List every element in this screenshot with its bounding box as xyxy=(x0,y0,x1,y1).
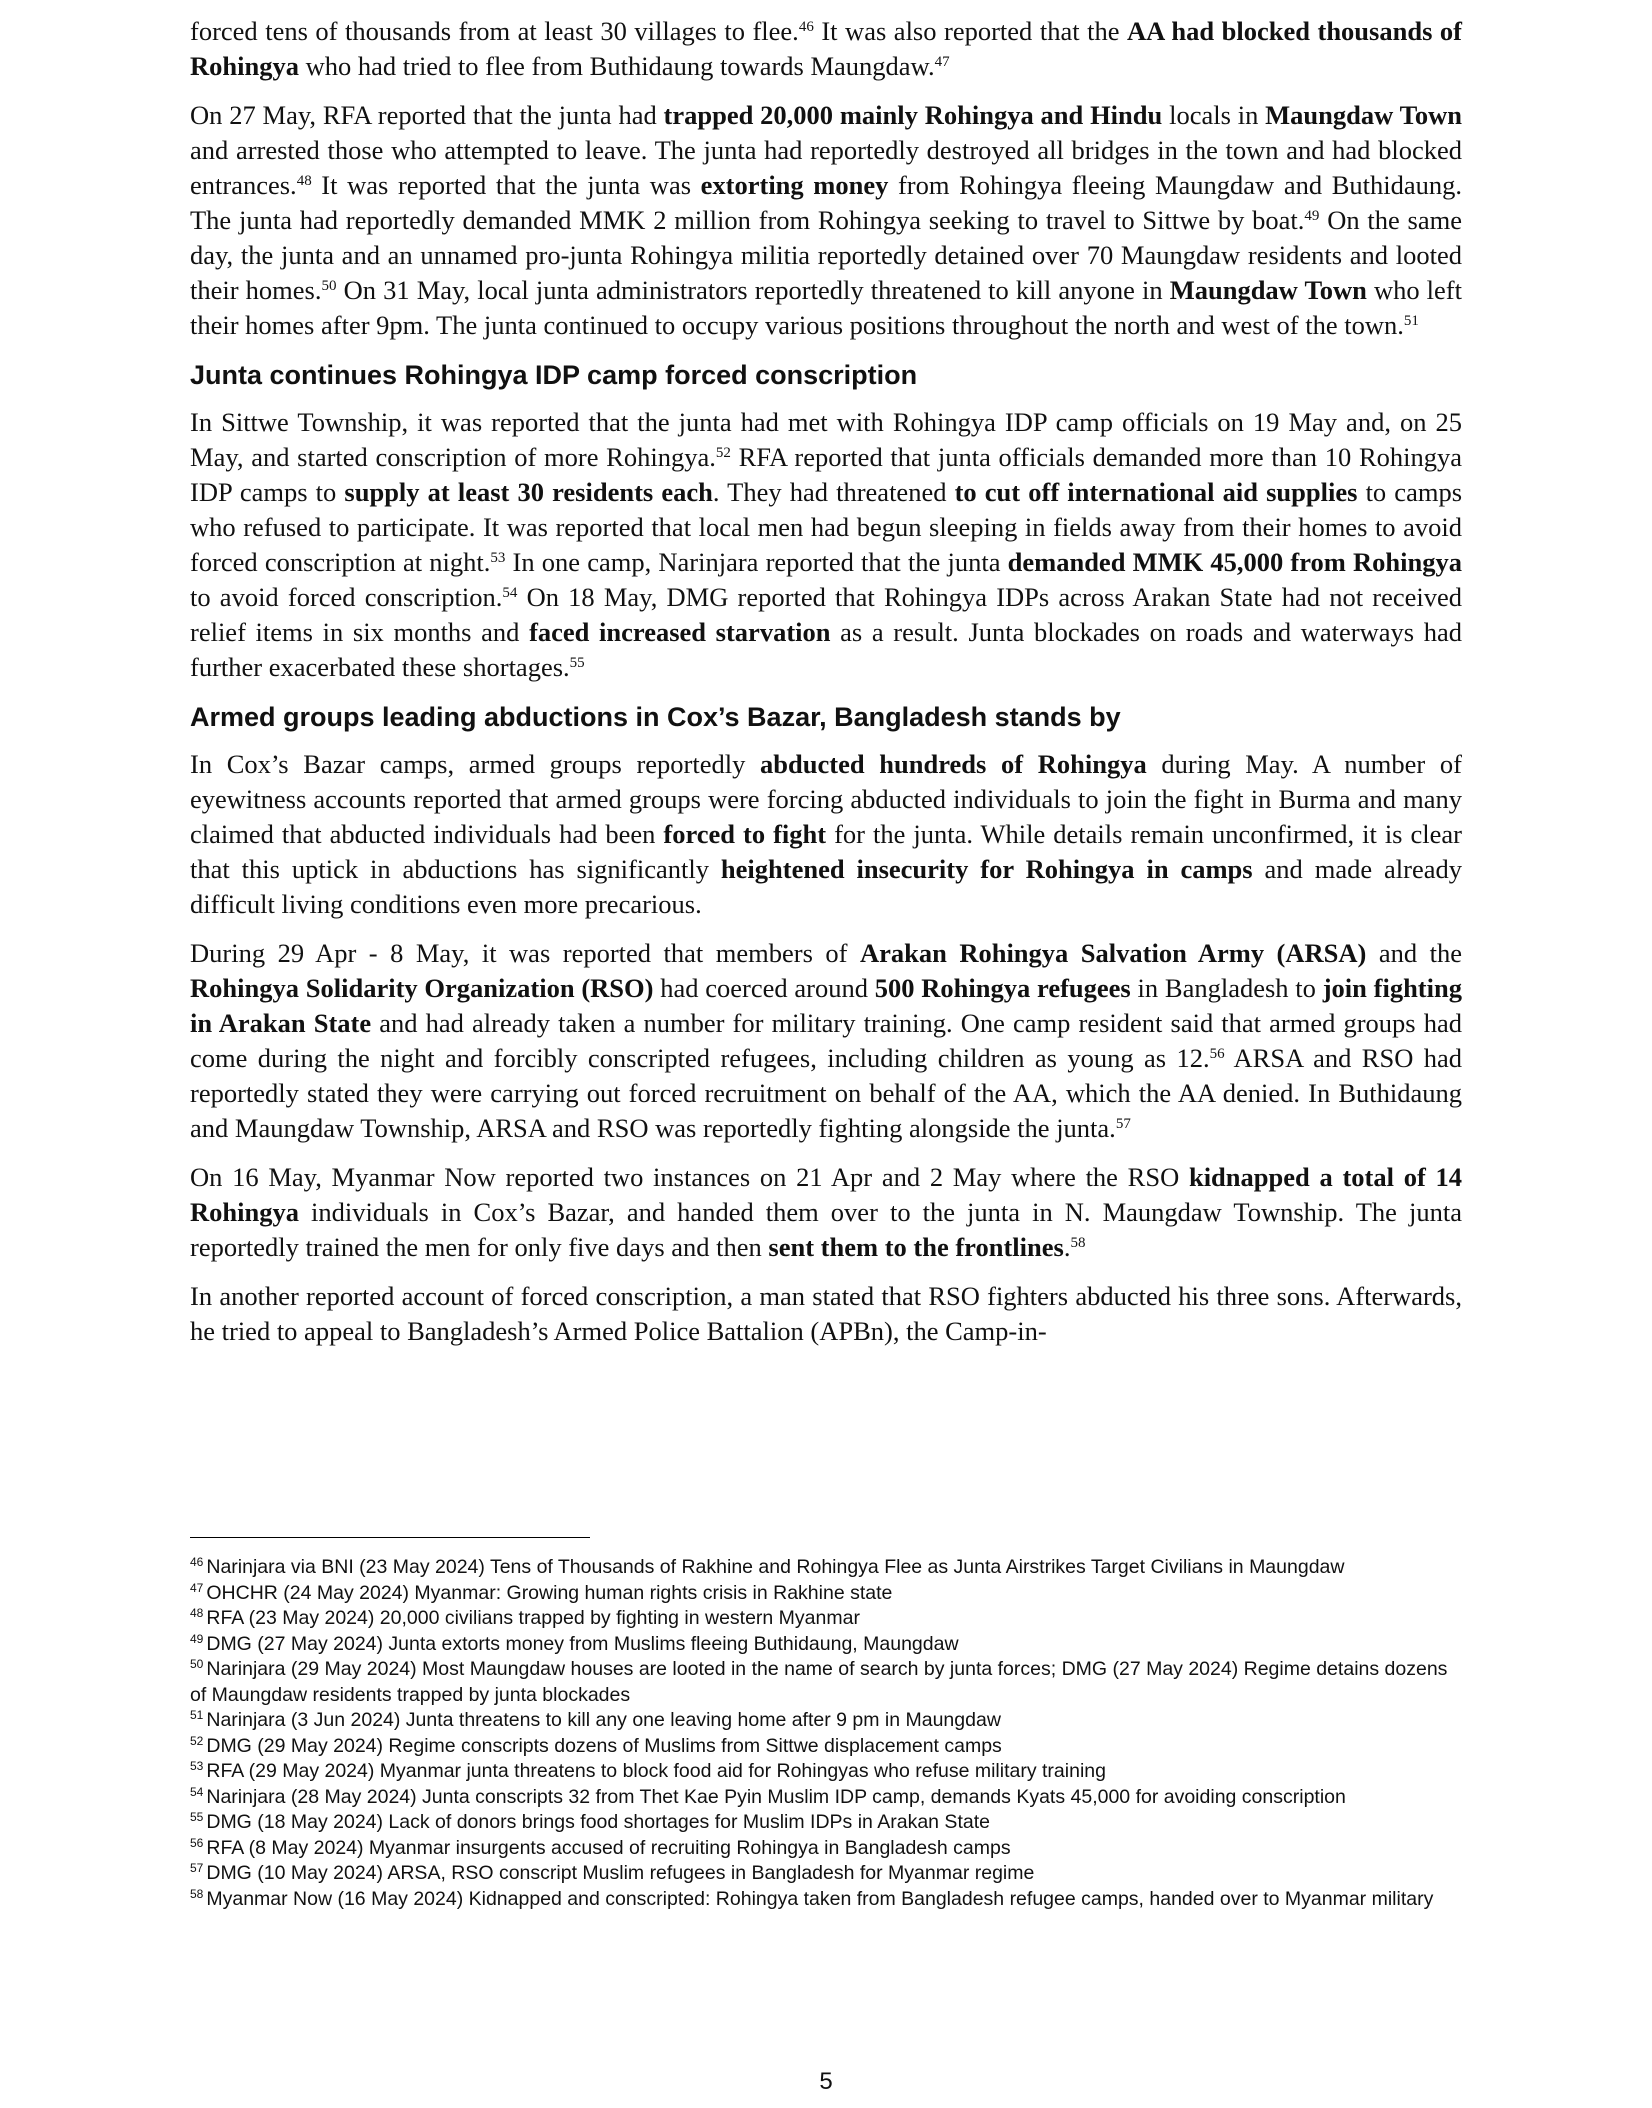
footnote-ref: 58 xyxy=(1070,1235,1086,1251)
footnote-ref: 57 xyxy=(1115,1116,1131,1132)
footnote-number: 46 xyxy=(190,1555,204,1569)
text-run: On 18 May, DMG reported that Rohingya IDPs across Arakan State had not received relief items in six months and xyxy=(190,582,1462,647)
text-run: to camps who refused to participate. It was reported that local men had begun sleeping in fields away from their homes to avoid forced conscription at night. xyxy=(190,477,1463,577)
text-run: On the same day, the junta and an unnamed pro-junta Rohingya militia reportedly detained over 70 Maungdaw residents and looted their homes. xyxy=(190,205,1462,305)
text-run: . They had threatened xyxy=(712,477,955,507)
paragraph xyxy=(190,405,1462,685)
footnote-text: DMG (29 May 2024) Regime conscripts dozens of Muslims from Sittwe displacement camps xyxy=(206,1734,1002,1757)
bold-text: Rohingya Solidarity Organization (RSO) xyxy=(190,973,654,1003)
footnote xyxy=(190,1734,1462,1760)
bold-text: forced to fight xyxy=(663,819,827,849)
footnote-number: 56 xyxy=(190,1835,204,1850)
text-run: individuals in Cox’s Bazar, and handed them over to the junta in N. Maungdaw Township. The junta reportedly trained the men for only five days and then xyxy=(190,1197,1462,1262)
footnote xyxy=(190,1606,1462,1632)
text-run: ARSA and RSO had reportedly stated they were carrying out forced recruitment on behalf of the AA, which the AA denied. In Buthidaung and Maungdaw Township, ARSA and RSO was reportedly fighting alongside the junta. xyxy=(190,1043,1463,1143)
text-run: In one camp, Narinjara reported that the junta xyxy=(505,547,1008,577)
footnote-number: 47 xyxy=(190,1580,204,1595)
bold-text: Maungdaw Town xyxy=(1265,100,1462,130)
paragraph xyxy=(190,1160,1462,1265)
text-run: and made already difficult living conditions even more precarious. xyxy=(190,854,1462,919)
bold-text: heightened insecurity for Rohingya in camps xyxy=(720,854,1253,884)
bold-text: Maungdaw Town xyxy=(1169,275,1367,305)
footnote-number: 50 xyxy=(190,1657,204,1671)
footnote-ref: 46 xyxy=(798,19,814,35)
footnote-text: RFA (29 May 2024) Myanmar junta threatens to block food aid for Rohingyas who refuse military training xyxy=(206,1760,1106,1782)
bold-text: to cut off international aid supplies xyxy=(954,477,1358,507)
bold-text: AA had blocked thousands of Rohingya xyxy=(190,16,1463,81)
footnote-text: DMG (27 May 2024) Junta extorts money from Muslims fleeing Buthidaung, Maungdaw xyxy=(206,1632,959,1655)
footnotes xyxy=(190,1555,1462,1912)
text-run: RFA reported that junta officials demanded more than 10 Rohingya IDP camps to xyxy=(190,442,1462,507)
footnote-ref: 56 xyxy=(1209,1046,1225,1062)
section-heading: Armed groups leading abductions in Cox’s Bazar, Bangladesh stands by xyxy=(190,702,1121,732)
footnote-number: 51 xyxy=(190,1708,204,1722)
text-run: In Sittwe Township, it was reported that the junta had met with Rohingya IDP camp officials on 19 May and, on 25 May, and started conscription of more Rohingya. xyxy=(190,407,1462,472)
text-run: During 29 Apr - 8 May, it was reported that members of xyxy=(190,938,860,968)
footnote-text: Narinjara via BNI (23 May 2024) Tens of Thousands of Rakhine and Rohingya Flee as Junta Airstrikes Target Civilians in Maungdaw xyxy=(206,1556,1345,1578)
bold-text: extorting money xyxy=(700,170,889,200)
footnote-ref: 54 xyxy=(502,585,518,601)
footnote-ref: 47 xyxy=(934,54,950,70)
text-run: locals in xyxy=(1162,100,1266,130)
bold-text: join fighting in Arakan State xyxy=(190,973,1462,1038)
text-run: and had already taken a number for military training. One camp resident said that armed groups had come during the night and forcibly conscripted refugees, including children as young as 12. xyxy=(190,1008,1462,1073)
bold-text: Arakan Rohingya Salvation Army (ARSA) xyxy=(859,938,1367,968)
footnote-ref: 49 xyxy=(1304,208,1320,224)
bold-text: supply at least 30 residents each xyxy=(344,477,713,507)
footnote-text: Narinjara (28 May 2024) Junta conscripts 32 from Thet Kae Pyin Muslim IDP camp, demands Kyats 45,000 for avoiding conscription xyxy=(206,1785,1346,1808)
paragraph xyxy=(190,98,1462,343)
footnote-text: Myanmar Now (16 May 2024) Kidnapped and conscripted: Rohingya taken from Bangladesh refugee camps, handed over to Myanmar military xyxy=(206,1887,1434,1910)
footnote-number: 55 xyxy=(190,1810,204,1824)
text-run: had coerced around xyxy=(653,973,875,1003)
footnote-text: RFA (23 May 2024) 20,000 civilians trapped by fighting in western Myanmar xyxy=(206,1607,860,1629)
paragraph xyxy=(190,747,1462,922)
footnote xyxy=(190,1810,1462,1836)
footnote-number: 58 xyxy=(190,1886,204,1901)
text-run: as a result. Junta blockades on roads and waterways had further exacerbated these shortages. xyxy=(190,617,1462,682)
footnote-number: 53 xyxy=(190,1759,204,1773)
page-number: 5 xyxy=(819,2068,833,2095)
text-run: On 16 May, Myanmar Now reported two instances on 21 Apr and 2 May where the RSO xyxy=(190,1162,1189,1192)
text-run: forced tens of thousands from at least 30 villages to flee. xyxy=(190,16,799,46)
text-run: and arrested those who attempted to leave. The junta had reportedly destroyed all bridges in the town and had blocked entrances. xyxy=(190,135,1462,200)
footnote xyxy=(190,1759,1462,1785)
text-run: from Rohingya fleeing Maungdaw and Buthidaung. The junta had reportedly demanded MMK 2 million from Rohingya seeking to travel to Sittwe by boat. xyxy=(190,170,1462,235)
footnote-text: Narinjara (29 May 2024) Most Maungdaw houses are looted in the name of search by junta forces; DMG (27 May 2024) Regime detains dozens of Maungdaw residents trapped by junta blockades xyxy=(190,1658,1448,1706)
footnote xyxy=(190,1555,1462,1581)
bold-text: kidnapped a total of 14 Rohingya xyxy=(190,1162,1463,1227)
footnote xyxy=(190,1836,1462,1862)
document-body xyxy=(190,14,1462,1363)
text-run: and the xyxy=(1366,938,1462,968)
text-run: On 31 May, local junta administrators reportedly threatened to kill anyone in xyxy=(336,275,1170,305)
bold-text: sent them to the frontlines xyxy=(768,1232,1064,1262)
footnote-number: 52 xyxy=(190,1733,204,1748)
section-heading: Junta continues Rohingya IDP camp forced conscription xyxy=(190,360,918,390)
footnote-number: 57 xyxy=(190,1861,204,1875)
text-run: It was also reported that the xyxy=(813,16,1128,46)
footnote-ref: 55 xyxy=(569,655,585,671)
text-run: in Bangladesh to xyxy=(1130,973,1323,1003)
text-run: On 27 May, RFA reported that the junta had xyxy=(190,100,664,130)
text-run: who left their homes after 9pm. The junta continued to occupy various positions throughout the north and west of the town. xyxy=(190,275,1462,340)
footnote xyxy=(190,1785,1462,1811)
footnote-ref: 48 xyxy=(296,173,312,189)
text-run: . xyxy=(1063,1232,1071,1262)
text-run: In another reported account of forced conscription, a man stated that RSO fighters abducted his three sons. Afterwards, he tried to appeal to Bangladesh’s Armed Police Battalion (APBn), the Camp-in- xyxy=(190,1281,1462,1346)
footnote-text: Narinjara (3 Jun 2024) Junta threatens to kill any one leaving home after 9 pm in Maungdaw xyxy=(206,1709,1001,1731)
bold-text: abducted hundreds of Rohingya xyxy=(760,749,1147,779)
text-run: who had tried to flee from Buthidaung towards Maungdaw. xyxy=(298,51,935,81)
footnote xyxy=(190,1657,1462,1708)
footnote-text: DMG (18 May 2024) Lack of donors brings food shortages for Muslim IDPs in Arakan State xyxy=(206,1811,990,1833)
footnote-number: 54 xyxy=(190,1784,204,1799)
bold-text: 500 Rohingya refugees xyxy=(874,973,1131,1003)
text-run: for the junta. While details remain unconfirmed, it is clear that this uptick in abductions has significantly xyxy=(190,819,1462,884)
footnote xyxy=(190,1887,1462,1913)
bold-text: trapped 20,000 mainly Rohingya and Hindu xyxy=(663,100,1163,130)
footnote xyxy=(190,1708,1462,1734)
bold-text: faced increased starvation xyxy=(529,617,831,647)
footnote-separator xyxy=(190,1537,590,1538)
text-run: It was reported that the junta was xyxy=(311,170,701,200)
footnote xyxy=(190,1861,1462,1887)
text-run: during May. A number of eyewitness accounts reported that armed groups were forcing abducted individuals to join the fight in Burma and many claimed that abducted individuals had been xyxy=(190,749,1462,849)
footnote-ref: 53 xyxy=(490,550,506,566)
bold-text: demanded MMK 45,000 from Rohingya xyxy=(1007,547,1462,577)
footnote-number: 48 xyxy=(190,1606,204,1620)
paragraph xyxy=(190,936,1462,1146)
footnote-text: OHCHR (24 May 2024) Myanmar: Growing human rights crisis in Rakhine state xyxy=(206,1581,893,1604)
footnote-ref: 52 xyxy=(715,445,731,461)
text-run: to avoid forced conscription. xyxy=(190,582,503,612)
footnote-ref: 50 xyxy=(321,278,337,294)
paragraph xyxy=(190,1279,1462,1349)
footnote-text: DMG (10 May 2024) ARSA, RSO conscript Muslim refugees in Bangladesh for Myanmar regime xyxy=(206,1862,1035,1884)
footnote xyxy=(190,1581,1462,1607)
text-run: In Cox’s Bazar camps, armed groups reportedly xyxy=(190,749,761,779)
footnote-number: 49 xyxy=(190,1631,204,1646)
footnote-text: RFA (8 May 2024) Myanmar insurgents accused of recruiting Rohingya in Bangladesh camps xyxy=(206,1836,1011,1859)
footnote-ref: 51 xyxy=(1403,313,1419,329)
footnote xyxy=(190,1632,1462,1658)
paragraph xyxy=(190,14,1462,84)
